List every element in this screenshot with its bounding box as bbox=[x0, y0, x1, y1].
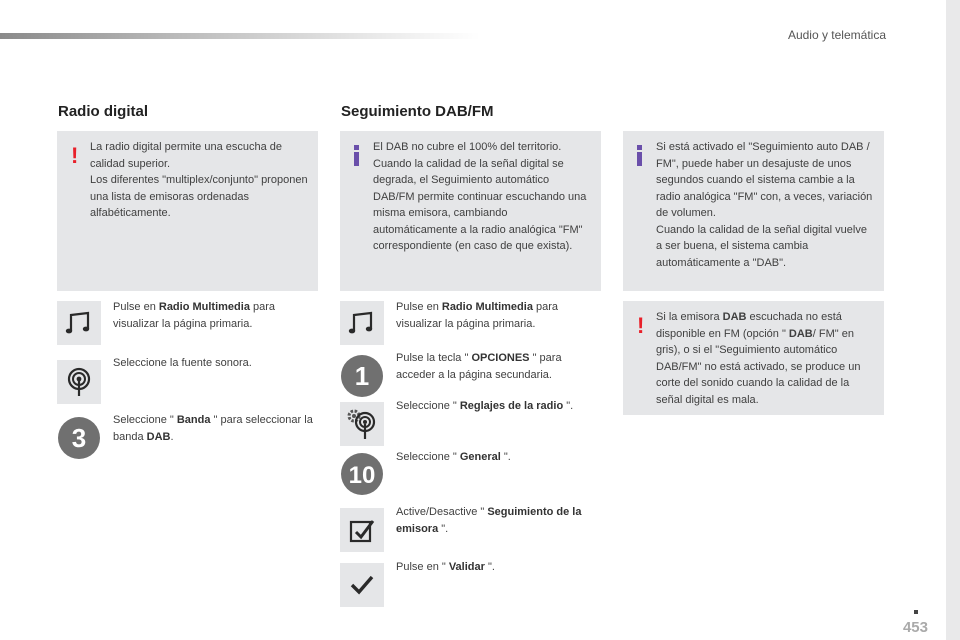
radio-settings-icon bbox=[340, 402, 384, 446]
step-number-10-icon bbox=[340, 452, 384, 496]
seg-step-1-text: Pulse en Radio Multimedia para visualizar la página primaria. bbox=[396, 301, 559, 330]
seguimiento-warning bbox=[623, 301, 884, 415]
page-edge-band bbox=[946, 0, 960, 640]
radio-digital-title: Radio digital bbox=[58, 103, 148, 120]
radio-digital-note-text: La radio digital permite una escucha de calidad superior. Los diferentes "multiplex/conjunto" proponen una lista de emisoras ordenadas alfabéticamente. bbox=[90, 141, 308, 219]
page-dot bbox=[914, 610, 918, 614]
seguimiento-info-2-text: Si está activado el "Seguimiento auto DAB / FM", puede haber un desajuste de unos segundos cuando el sistema cambie a la radio analógica "FM" con, a veces, variación de volumen. Cuando la calidad de la señal digital vuelve a ser buena, el sistema cambia automáticamente a "DAB". bbox=[656, 141, 873, 269]
step-number-1-label: 1 bbox=[354, 361, 370, 391]
seguimiento-info-1 bbox=[340, 131, 601, 291]
page-number: 453 bbox=[902, 619, 928, 636]
seg-step-3-text: Seleccione " Reglajes de la radio ". bbox=[396, 400, 574, 412]
music-note-icon bbox=[57, 301, 101, 345]
music-note-icon bbox=[340, 301, 384, 345]
step-number-10-label: 10 bbox=[348, 462, 376, 489]
step-number-3-label: 3 bbox=[71, 423, 87, 453]
seguimiento-info-2 bbox=[623, 131, 884, 291]
seg-step-6-text: Pulse en " Validar ". bbox=[396, 561, 495, 573]
seguimiento-warning-text: Si la emisora DAB escuchada no está disponible en FM (opción " DAB/ FM" en gris), o si el "Seguimiento automático DAB/FM" no está activado, se produce un corte del sonido cuando la calidad de la señal digital es mala. bbox=[656, 311, 861, 406]
seg-step-4-text: Seleccione " General ". bbox=[396, 451, 511, 463]
checkbox-icon bbox=[340, 508, 384, 552]
seguimiento-info-1-text: El DAB no cubre el 100% del territorio. Cuando la calidad de la señal digital se degrada, el Seguimiento automático DAB/FM permite continuar escuchando una misma emisora, cambiando automáticamente a la radio analógica "FM" correspondiente (en caso de que exista). bbox=[373, 141, 587, 252]
step-number-3-icon bbox=[57, 416, 101, 460]
radio-antenna-icon bbox=[57, 360, 101, 404]
seg-step-2-text: Pulse la tecla " OPCIONES " para acceder a la página secundaria. bbox=[396, 352, 562, 381]
warning-icon: ! bbox=[71, 143, 79, 168]
radio-digital-note bbox=[57, 131, 318, 291]
checkmark-icon bbox=[340, 563, 384, 607]
step-number-1-icon bbox=[340, 354, 384, 398]
section-header: Audio y telemática bbox=[787, 28, 886, 42]
radio-step-1-text: Pulse en Radio Multimedia para visualizar la página primaria. bbox=[113, 301, 276, 330]
header-gradient-bar bbox=[0, 33, 480, 39]
seguimiento-title: Seguimiento DAB/FM bbox=[341, 103, 494, 120]
seg-step-5-text: Active/Desactive " Seguimiento de la emisora ". bbox=[396, 506, 582, 535]
radio-step-2-text: Seleccione la fuente sonora. bbox=[113, 357, 252, 369]
radio-step-3-text: Seleccione " Banda " para seleccionar la banda DAB. bbox=[113, 414, 313, 443]
warning-icon: ! bbox=[637, 313, 645, 338]
